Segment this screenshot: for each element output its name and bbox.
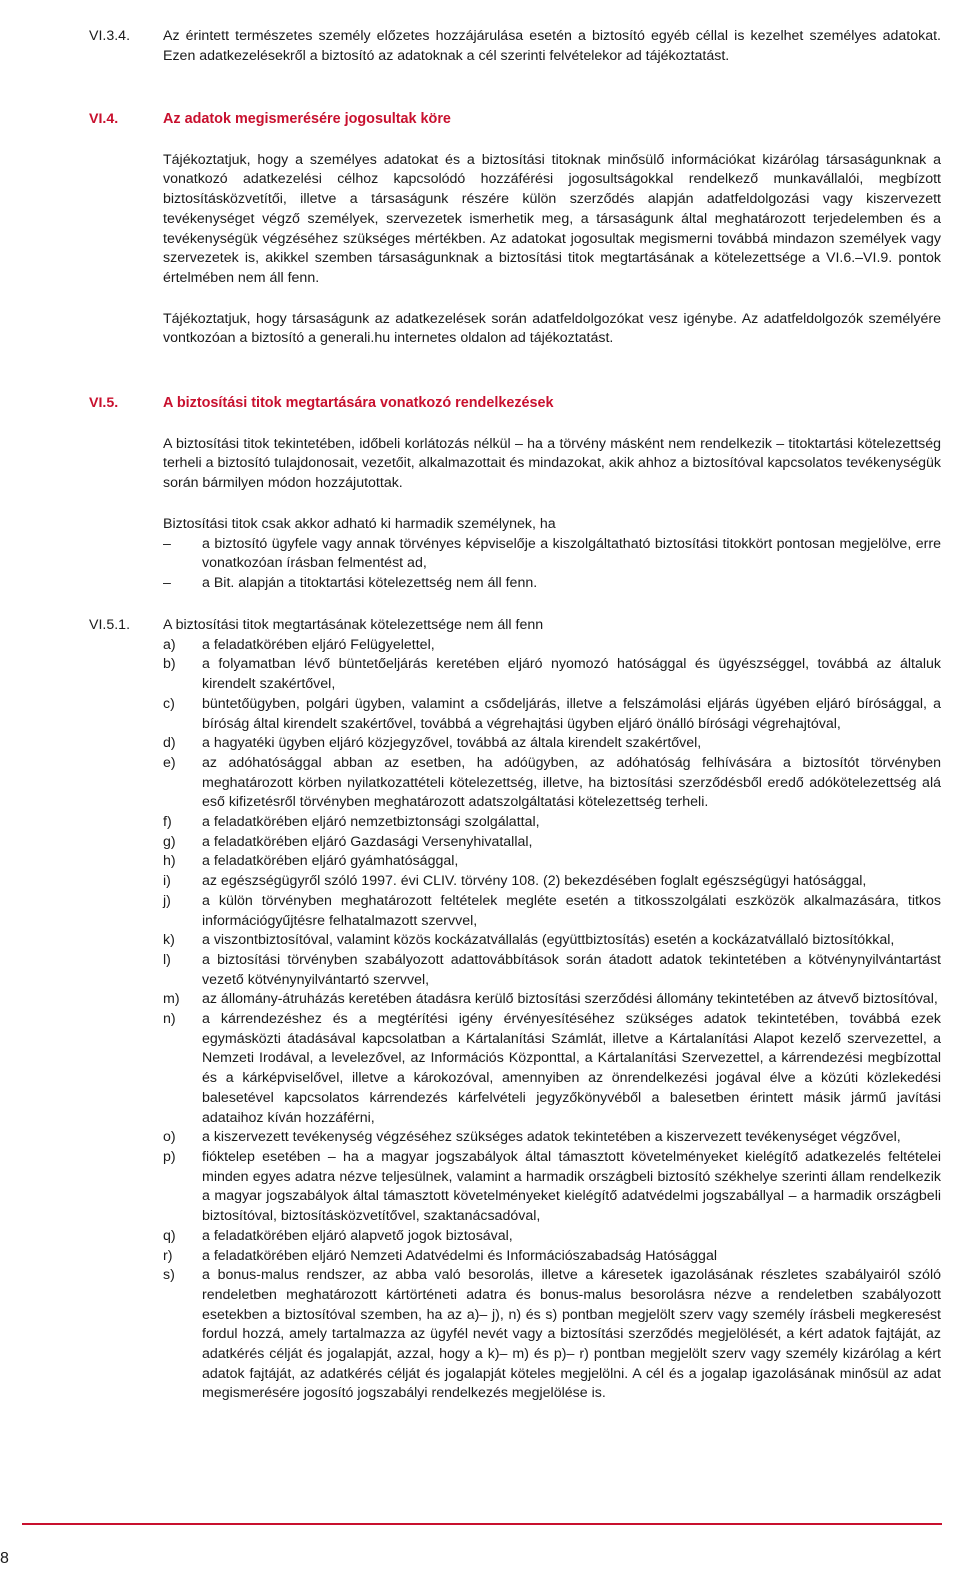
list-item: k) a viszontbiztosítóval, valamint közös kockázatvállalás (együttbiztosítás) esetén a kockázatvállaló biztosítókkal,: [163, 932, 895, 949]
list-item: l) a biztosítási törvényben szabályozott adattovábbítások során átadott adatok tekintetében a kötvénynyilvántartást vezető kötvénynyilvántartó szervvel,: [163, 951, 941, 988]
list-item: d) a hagyatéki ügyben eljáró közjegyzővel, továbbá az általa kirendelt szakértővel,: [163, 735, 702, 752]
section-number: VI.5.1.: [89, 617, 131, 633]
list-item: r) a feladatkörében eljáró Nemzeti Adatvédelmi és Információszabadság Hatósággal: [163, 1247, 717, 1264]
list-item: o) a kiszervezett tevékenység végzéséhez szükséges adatok tekintetében a kiszervezett tevékenységet végzővel,: [163, 1129, 901, 1146]
paragraph: Az érintett természetes személy előzetes hozzájárulása esetén a biztosító egyéb céllal is kezelhet személyes adatokat. Ezen adatkezelésekről a biztosító az adatoknak a cél szerinti felvételekor ad tájékoztatást.: [163, 28, 941, 64]
dash-list: [163, 535, 941, 594]
section-number: VI.4.: [89, 111, 119, 127]
section-number: VI.3.4.: [89, 28, 131, 44]
paragraph: Tájékoztatjuk, hogy a személyes adatokat és a biztosítási titoknak minősülő információkat kizárólag társaságunknak a vonatkozó adatkezelési célhoz kapcsolódó hozzáférési jogosultságokkal rendelkező munkavállalói, megbízott biztosításközvetítői, illetve a társaságunk részére külön szerződés alapján adatfeldolgozási vagy kiszervezett tevékenységet végző személyek, szervezetek ismerhetik meg, a társaságunk által meghatározott terjedelemben és a tevékenységük végzéséhez szükséges mértékben. Az adatokat jogosultak megismerni továbbá mindazon személyek vagy szervezetek is, akikkel szemben társaságunknak a biztosítási titok megtartásának a kötelezettsége a VI.6.–VI.9. pontok értelmében nem áll fenn.: [163, 151, 941, 286]
list-item: f) a feladatkörében eljáró nemzetbiztonsági szolgálattal,: [163, 814, 540, 831]
paragraph: Biztosítási titok csak akkor adható ki harmadik személynek, ha: [163, 515, 556, 532]
list-item: b) a folyamatban lévő büntetőeljárás keretében eljáró nyomozó hatósággal és ügyészséggel, továbbá az általuk kirendelt szakértővel,: [163, 656, 941, 693]
list-item: q) a feladatkörében eljáró alapvető jogok biztosával,: [163, 1227, 513, 1244]
paragraph: Tájékoztatjuk, hogy társaságunk az adatkezelések során adatfeldolgozókat vesz igénybe. Az adatfeldolgozók személyére vontkozóan a biztosító a generali.hu internetes oldalon ad tájékoztatást.: [163, 310, 941, 347]
list-item: e) az adóhatósággal abban az esetben, ha adóügyben, az adóhatóság felhívására a biztosítót törvényben meghatározott körben nyilatkozattételi kötelezettség, illetve, ha biztosítási szerződésből eredő adókötelezettség alá eső kifizetésről törvényben meghatározott adatszolgáltatási kötelezettség terheli.: [163, 754, 941, 811]
section-number: VI.5.: [89, 395, 119, 411]
list-item: p) fióktelep esetében – ha a magyar jogszabályok által támasztott követelményeket kielégítő adatkezelés feltételei minden egyes adatra nézve teljesülnek, valamint a harmadik országbeli biztosító székhelye szerinti állam rendelkezik a magyar jogszabályok által támasztott követelményeket kielégítő adatvédelmi jogszabállyal – a harmadik országbeli biztosítóval, biztosításközvetítővel, szaktanácsadóval,: [163, 1148, 941, 1225]
section-title: A biztosítási titok megtartására vonatkozó rendelkezések: [163, 395, 554, 411]
list-item: i) az egészségügyről szóló 1997. évi CLIV. törvény 108. (2) bekezdésében foglalt egészségügyi hatósággal,: [163, 873, 867, 890]
list-item: – a Bit. alapján a titoktartási kötelezettség nem áll fenn.: [163, 574, 538, 591]
exception-list: [163, 636, 941, 1404]
list-item: s) a bonus-malus rendszer, az abba való besorolás, illetve a káresetek igazolásának részletes szabályairól szóló rendeletben meghatározott kártörténeti adatra és bonus-malus besorolásra nézve a rendeletben szabályozott esetekben a biztosítóval szemben, ha az a)– j), n) és s) pontban megjelölt szerv vagy személy írásbeli megkeresést fordul hozzá, amely tartalmazza az ügyfél nevét vagy a biztosítási szerződés megjelölését, a kért adatok fajtáját, az adatkérés célját és jogalapját, azzal, hogy a k)– m) és p)– r) pontban megjelölt szerv vagy személy kizárólag a kért adatok fajtáját, az adatkérés célját és jogalapját köteles megjelölni. A cél és a jogalap igazolásának minősül az adat megismerésére jogosító jogszabályi rendelkezés megjelölése is.: [163, 1267, 941, 1402]
list-item: – a biztosító ügyfele vagy annak törvényes képviselője a kiszolgáltatható biztosítási titokkört pontosan megjelölve, erre vonatkozóan írásban felmentést ad,: [163, 535, 941, 572]
list-item: n) a kárrendezéshez és a megtérítési igény érvényesítéséhez szükséges adatok tekintetében, továbbá ezek egymásközti átadásával kapcsolatban a Kártalanítási Számlát, illetve a Kártalanítási Alapot kezelő szervezettel, a Nemzeti Irodával, a levelezővel, az Információs Központtal, a Kártalanítási Szervezettel, a kárrendezési megbízottal és a kárképviselővel, illetve a károkozóval, amennyiben az önrendelkezési jogával élve a közúti közlekedési balesetével kapcsolatos kárrendezés kárfelvételi jegyzőkönyvéből a balesetben érintett másik jármű javítási adataihoz kíván hozzáférni,: [163, 1011, 941, 1126]
section-title: Az adatok megismerésére jogosultak köre: [163, 111, 451, 127]
paragraph: A biztosítási titok megtartásának kötelezettsége nem áll fenn: [163, 617, 544, 633]
list-item: a) a feladatkörében eljáró Felügyelettel,: [163, 636, 435, 653]
paragraph: A biztosítási titok tekintetében, időbeli korlátozás nélkül – ha a törvény másként nem rendelkezik – titoktartási kötelezettség terheli a biztosító tulajdonosait, vezetőit, alkalmazottait és mindazokat, akik ahhoz a biztosítóval kapcsolatos tevékenységük során bármilyen módon hozzájutottak.: [163, 435, 941, 492]
list-item: g) a feladatkörében eljáró Gazdasági Versenyhivatallal,: [163, 833, 533, 850]
list-item: j) a külön törvényben meghatározott feltételek megléte esetén a titkosszolgálati eszközök alkalmazására, titkos információgyűjtésre felhatalmazott szervvel,: [163, 892, 941, 929]
list-item: h) a feladatkörében eljáró gyámhatósággal,: [163, 853, 459, 870]
list-item: c) büntetőügyben, polgári ügyben, valamint a csődeljárás, illetve a felszámolási eljárás ügyében eljáró bírósággal, a bíróság által kirendelt szakértővel, továbbá a végrehajtási ügyben eljáró önálló bírósági végrehajtóval,: [163, 695, 941, 732]
footer-divider: [22, 1523, 942, 1525]
list-item: m) az állomány-átruházás keretében átadásra kerülő biztosítási szerződési állomány tekintetében az átvevő biztosítóval,: [163, 991, 938, 1008]
page-number: 8: [0, 1550, 9, 1567]
